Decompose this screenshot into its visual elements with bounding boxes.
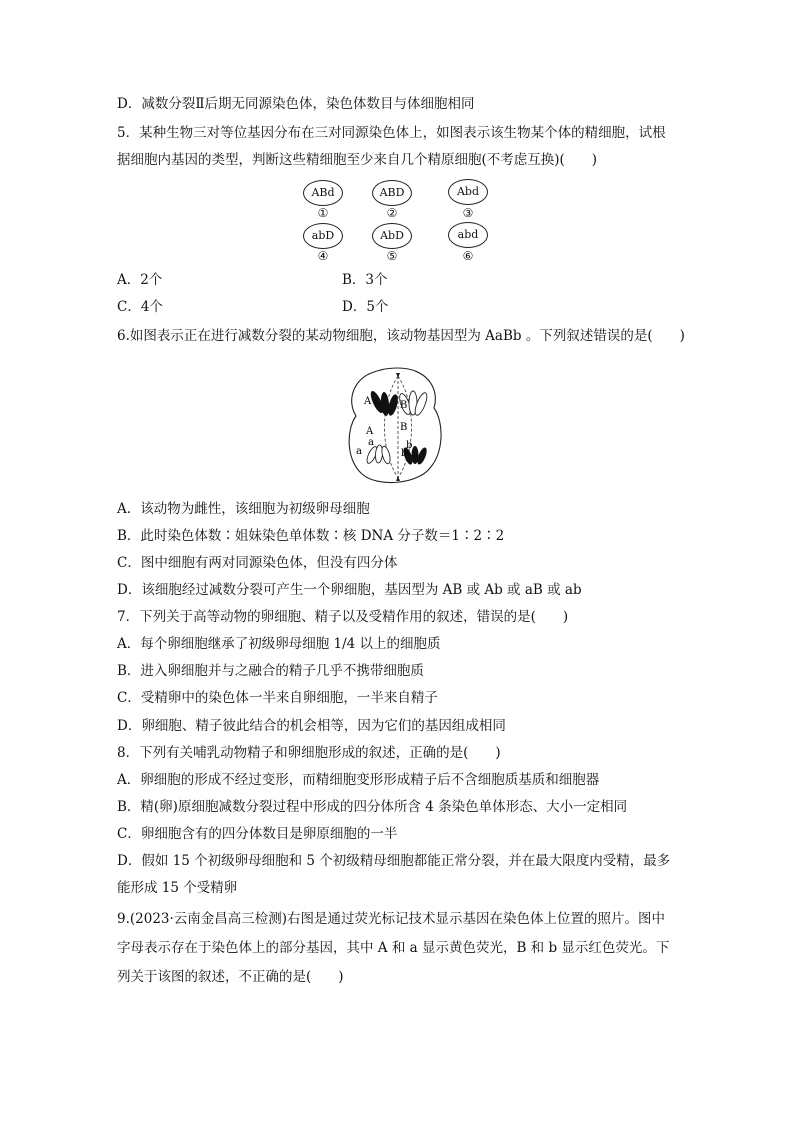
sperm-cell-5: AbD xyxy=(372,223,412,249)
sperm-cell-3: Abd xyxy=(448,179,488,205)
q5-option-b: B．3个 xyxy=(342,272,388,288)
q4-option-d: D．减数分裂Ⅱ后期无同源染色体，染色体数目与体细胞相同 xyxy=(117,96,475,112)
q8-option-a: A．卵细胞的形成不经过变形，而精细胞变形形成精子后不含细胞质基质和细胞器 xyxy=(117,772,600,788)
q9-stem-line-3: 列关于该图的叙述，不正确的是( ) xyxy=(117,969,344,985)
q8-stem: 8．下列有关哺乳动物精子和卵细胞形成的叙述，正确的是( ) xyxy=(117,745,501,761)
sperm-cell-4-number: ④ xyxy=(317,249,329,263)
q5-option-a: A．2个 xyxy=(117,272,163,288)
sperm-cell-1: ABd xyxy=(303,180,343,206)
sperm-cell-5-number: ⑤ xyxy=(386,249,398,263)
gene-label-a1: a xyxy=(368,437,374,448)
q8-option-d-line-2: 能形成 15 个受精卵 xyxy=(117,880,238,896)
sperm-cell-4: abD xyxy=(303,223,343,249)
q8-option-d-line-1: D．假如 15 个初级卵母细胞和 5 个初级精母细胞都能正常分裂，并在最大限度内受精，最多 xyxy=(117,853,671,869)
q8-option-b: B．精(卵)原细胞减数分裂过程中形成的四分体所含 4 条染色单体形态、大小一定相同 xyxy=(117,799,628,815)
q6-stem: 6.如图表示正在进行减数分裂的某动物细胞，该动物基因型为 AaBb 。下列叙述错误的是( ) xyxy=(117,328,685,344)
q6-option-a: A．该动物为雌性，该细胞为初级卵母细胞 xyxy=(117,501,370,517)
gene-label-B1: B xyxy=(400,400,408,411)
cell-membrane xyxy=(349,368,441,483)
sperm-cell-1-number: ① xyxy=(317,206,329,220)
gene-label-a2: a xyxy=(356,446,362,457)
gene-label-b1: b xyxy=(406,440,413,451)
q5-stem-line-2: 据细胞内基因的类型，判断这些精细胞至少来自几个精原细胞(不考虑互换)( ) xyxy=(117,152,598,168)
q9-stem-line-1: 9.(2023·云南金昌高三检测)右图是通过荧光标记技术显示基因在染色体上位置的照片。图中 xyxy=(117,911,666,927)
q6-option-c: C．图中细胞有两对同源染色体，但没有四分体 xyxy=(117,555,398,571)
sperm-cell-6-number: ⑥ xyxy=(462,249,474,263)
q8-option-c: C．卵细胞含有的四分体数目是卵原细胞的一半 xyxy=(117,826,398,842)
sperm-cell-3-number: ③ xyxy=(462,206,474,220)
q7-stem: 7．下列关于高等动物的卵细胞、精子以及受精作用的叙述，错误的是( ) xyxy=(117,609,569,625)
q7-option-d: D．卵细胞、精子彼此结合的机会相等，因为它们的基因组成相同 xyxy=(117,718,506,734)
gene-label-B2: B xyxy=(400,422,408,433)
q6-option-b: B．此时染色体数∶姐妹染色单体数∶核 DNA 分子数＝1∶2∶2 xyxy=(117,528,505,544)
gene-label-A2: A xyxy=(366,426,374,437)
sperm-cell-6: abd xyxy=(448,222,488,248)
chromosome-large-black xyxy=(368,389,399,416)
q7-option-b: B．进入卵细胞并与之融合的精子几乎不携带细胞质 xyxy=(117,663,424,679)
q6-cell-diagram xyxy=(340,364,448,490)
sperm-cell-2: ABD xyxy=(372,180,412,206)
sperm-cell-2-number: ② xyxy=(386,206,398,220)
q7-option-c: C．受精卵中的染色体一半来自卵细胞，一半来自精子 xyxy=(117,690,438,706)
q5-stem-line-1: 5．某种生物三对等位基因分布在三对同源染色体上，如图表示该生物某个体的精细胞，试根 xyxy=(117,125,666,141)
q9-stem-line-2: 字母表示存在于染色体上的部分基因，其中 A 和 a 显示黄色荧光，B 和 b 显示红色荧光。下 xyxy=(117,940,670,956)
q6-option-d: D．该细胞经过减数分裂可产生一个卵细胞，基因型为 AB 或 Ab 或 aB 或 ab xyxy=(117,582,582,598)
q7-option-a: A．每个卵细胞继承了初级卵母细胞 1/4 以上的细胞质 xyxy=(117,636,441,652)
gene-label-b2: b xyxy=(401,448,408,459)
q5-option-d: D．5个 xyxy=(342,299,389,315)
q5-option-c: C．4个 xyxy=(117,299,163,315)
gene-label-A1: A xyxy=(364,396,372,407)
